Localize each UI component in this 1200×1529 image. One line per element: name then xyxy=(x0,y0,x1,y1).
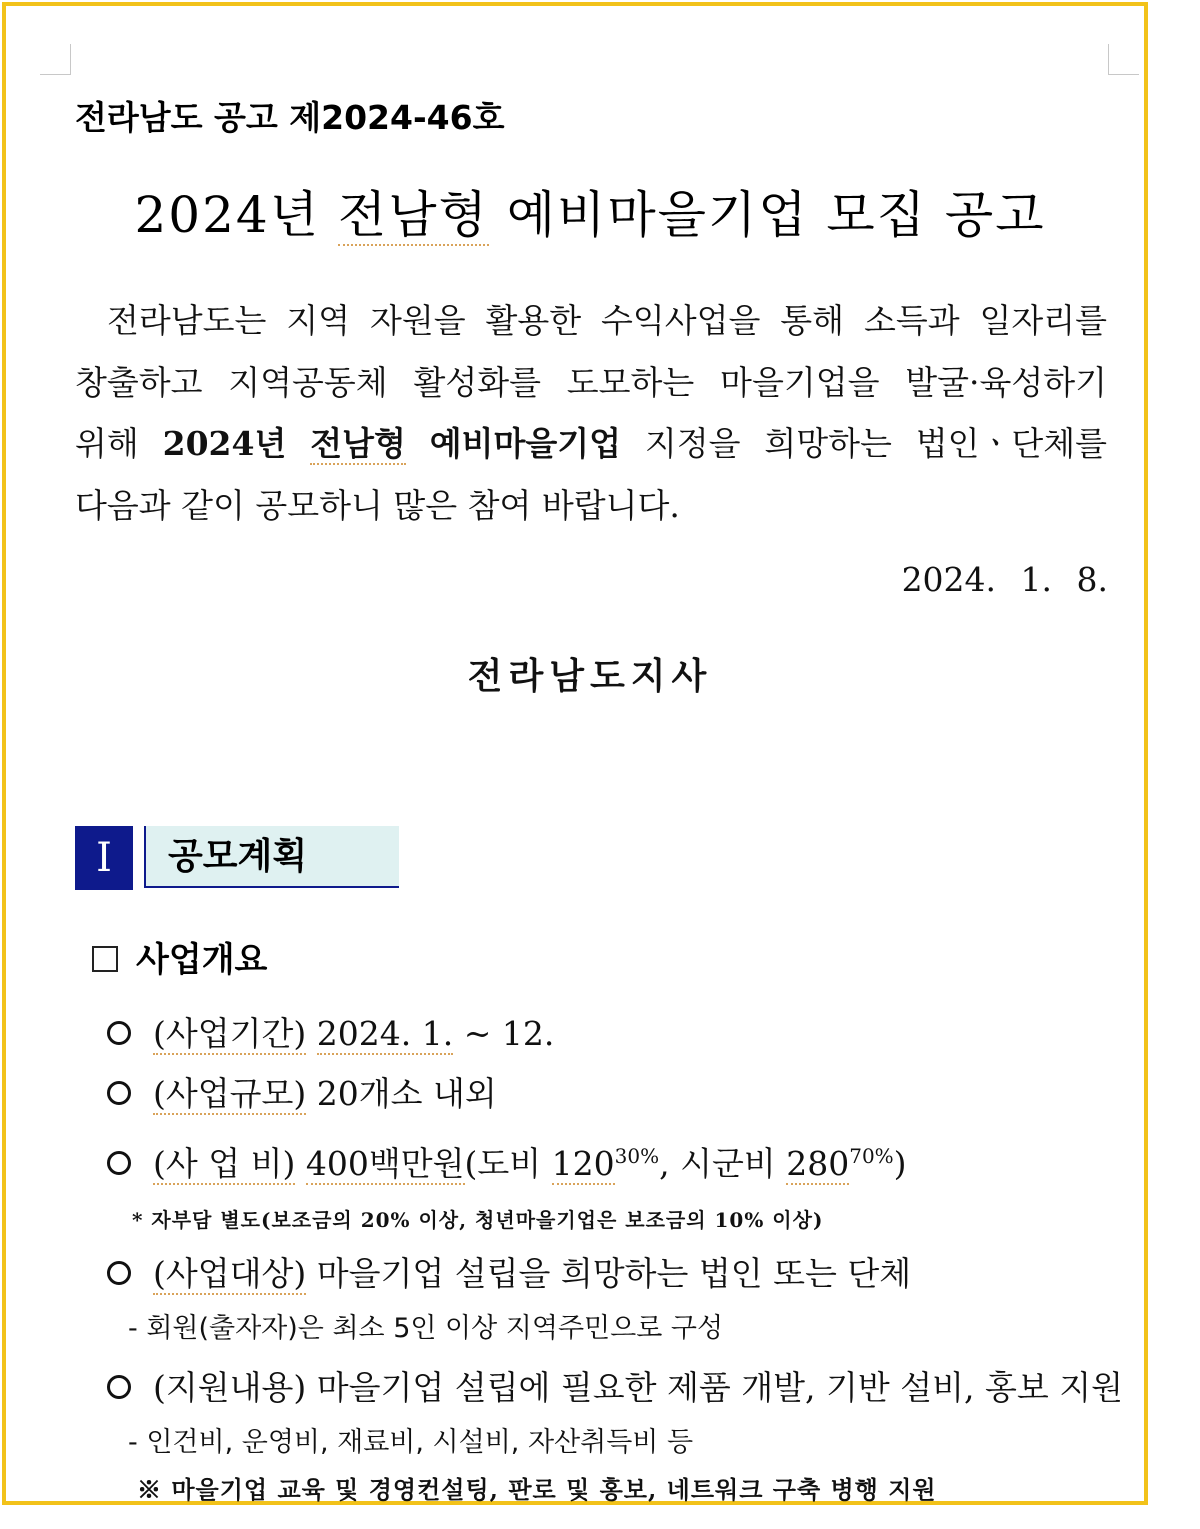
list-item-cost xyxy=(107,1138,907,1185)
intro-paragraph xyxy=(75,290,1107,536)
cost-province-amount: 120 xyxy=(551,1144,615,1183)
intro-line-4: 다음과 같이 공모하니 많은 참여 바랍니다. xyxy=(75,485,680,525)
intro-line-3-c: 전남형 xyxy=(310,424,406,463)
section-title: 공모계획 xyxy=(144,826,399,888)
cost-city-pct: 70% xyxy=(849,1144,894,1168)
governor-signature: 전라남도지사 xyxy=(467,655,713,697)
cost-province-pct: 30% xyxy=(614,1144,660,1168)
circle-bullet-icon xyxy=(107,1081,131,1105)
list-item-support xyxy=(107,1362,1123,1409)
support-label: (지원내용) xyxy=(153,1368,307,1407)
cost-total: 400백만원 xyxy=(305,1144,465,1183)
circle-bullet-icon xyxy=(107,1375,131,1399)
title-rest: 예비마을기업 모집 공고 xyxy=(506,186,1046,244)
intro-line-3-b: 2024년 xyxy=(162,424,287,463)
scale-value: 20개소 내외 xyxy=(316,1074,497,1113)
circle-bullet-icon xyxy=(107,1151,131,1175)
title-highlight: 전남형 xyxy=(337,186,489,244)
circle-bullet-icon xyxy=(107,1261,131,1285)
target-value: 마을기업 설립을 희망하는 법인 또는 단체 xyxy=(316,1254,912,1293)
overview-heading xyxy=(92,932,267,981)
intro-line-3 xyxy=(75,413,1107,475)
support-reference-note: ※ 마을기업 교육 및 경영컨설팅, 판로 및 홍보, 네트워크 구축 병행 지원 xyxy=(137,1475,937,1504)
checkbox-square-icon xyxy=(92,946,118,972)
cost-label: (사 업 비) xyxy=(153,1144,296,1183)
support-detail: - 인건비, 운영비, 재료비, 시설비, 자산취득비 등 xyxy=(128,1427,694,1458)
notice-date: 2024. 1. 8. xyxy=(901,560,1108,599)
target-detail: - 회원(출자자)은 최소 5인 이상 지역주민으로 구성 xyxy=(128,1313,724,1344)
intro-line-1: 전라남도는 지역 자원을 활용한 수익사업을 통해 소득과 일자리를 xyxy=(107,301,1107,340)
period-label: (사업기간) xyxy=(153,1014,307,1053)
circle-bullet-icon xyxy=(107,1021,131,1045)
cost-city-amount: 280 xyxy=(786,1144,850,1183)
support-value: 마을기업 설립에 필요한 제품 개발, 기반 설비, 홍보 지원 xyxy=(316,1368,1123,1407)
crop-mark-top-right xyxy=(1108,44,1139,75)
intro-line-3-d: 예비마을기업 xyxy=(429,424,621,463)
section-number-badge: Ⅰ xyxy=(75,826,133,890)
target-label: (사업대상) xyxy=(153,1254,307,1293)
cost-close: ) xyxy=(893,1144,907,1183)
overview-heading-text: 사업개요 xyxy=(136,940,268,980)
list-item-target xyxy=(107,1248,911,1295)
list-item-period xyxy=(107,1008,554,1055)
cost-province: (도비 xyxy=(464,1144,542,1183)
cost-footnote: * 자부담 별도(보조금의 20% 이상, 청년마을기업은 보조금의 10% 이상) xyxy=(132,1208,824,1232)
intro-line-2: 창출하고 지역공동체 활성화를 도모하는 마을기업을 발굴·육성하기 xyxy=(75,362,1107,402)
intro-line-3-e: 지정을 희망하는 법인ㆍ단체를 xyxy=(644,424,1107,463)
period-end: ~ 12. xyxy=(463,1014,555,1053)
cost-city: , 시군비 xyxy=(659,1144,776,1183)
period-value: 2024. 1. xyxy=(316,1014,454,1053)
crop-mark-top-left xyxy=(40,44,71,75)
scale-label: (사업규모) xyxy=(153,1074,307,1113)
title-year: 2024년 xyxy=(134,186,321,244)
list-item-scale xyxy=(107,1068,497,1115)
page-title xyxy=(0,175,1180,247)
notice-number: 전라남도 공고 제2024-46호 xyxy=(75,98,505,137)
intro-line-3-a: 위해 xyxy=(75,424,139,463)
